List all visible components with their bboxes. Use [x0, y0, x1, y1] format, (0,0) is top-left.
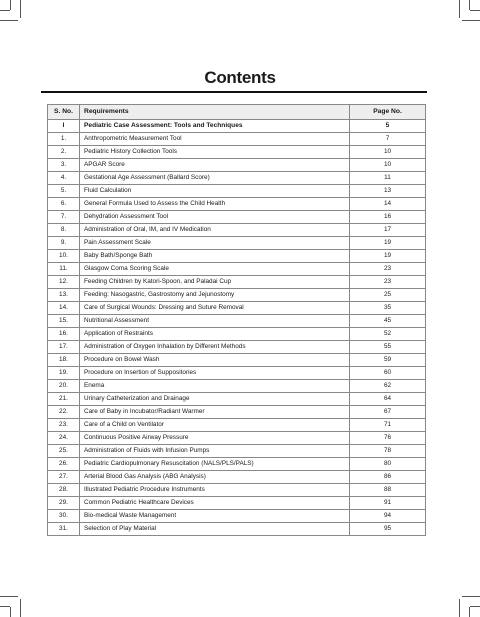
crop-mark	[10, 607, 11, 617]
entry-title: Gestational Age Assessment (Ballard Score)	[80, 171, 350, 184]
crop-mark	[469, 607, 470, 617]
table-row	[48, 275, 426, 288]
entry-page: 71	[350, 418, 426, 431]
crop-mark	[469, 0, 470, 10]
entry-number: 26.	[48, 457, 80, 470]
entry-title: Arterial Blood Gas Analysis (ABG Analysis)	[80, 470, 350, 483]
entry-number: 22.	[48, 405, 80, 418]
entry-page: 55	[350, 340, 426, 353]
entry-title: Pediatric Cardiopulmonary Resuscitation (NALS/PLS/PALS)	[80, 457, 350, 470]
entry-number: 6.	[48, 197, 80, 210]
entry-number: 29.	[48, 496, 80, 509]
crop-mark	[0, 20, 18, 21]
table-row	[48, 431, 426, 444]
table-row	[48, 132, 426, 145]
crop-mark	[10, 0, 11, 10]
entry-number: 12.	[48, 275, 80, 288]
entry-page: 19	[350, 249, 426, 262]
entry-number: 24.	[48, 431, 80, 444]
entry-title: Administration of Fluids with Infusion Pumps	[80, 444, 350, 457]
entry-number: 3.	[48, 158, 80, 171]
entry-number: 31.	[48, 522, 80, 535]
crop-mark	[470, 606, 480, 607]
crop-mark	[0, 10, 10, 11]
entry-title: Procedure on Insertion of Suppositories	[80, 366, 350, 379]
entry-number: 1.	[48, 132, 80, 145]
entry-title: Baby Bath/Sponge Bath	[80, 249, 350, 262]
entry-title: Administration of Oral, IM, and IV Medication	[80, 223, 350, 236]
entry-title: Common Pediatric Healthcare Devices	[80, 496, 350, 509]
crop-mark	[0, 596, 18, 597]
entry-page: 23	[350, 262, 426, 275]
entry-number: 17.	[48, 340, 80, 353]
table-row	[48, 392, 426, 405]
entry-page: 17	[350, 223, 426, 236]
section-page: 5	[350, 119, 426, 132]
crop-mark	[0, 606, 10, 607]
section-number: I	[48, 119, 80, 132]
table-row	[48, 496, 426, 509]
entry-number: 27.	[48, 470, 80, 483]
table-row	[48, 301, 426, 314]
entry-title: Care of Surgical Wounds: Dressing and Suture Removal	[80, 301, 350, 314]
entry-title: Anthropometric Measurement Tool	[80, 132, 350, 145]
entry-title: Dehydration Assessment Tool	[80, 210, 350, 223]
table-header-row	[48, 105, 426, 120]
entry-title: Enema	[80, 379, 350, 392]
entry-number: 14.	[48, 301, 80, 314]
entry-number: 7.	[48, 210, 80, 223]
entry-title: Feeding Children by Katori-Spoon, and Paladai Cup	[80, 275, 350, 288]
table-row	[48, 314, 426, 327]
contents-table	[47, 104, 426, 536]
entry-number: 20.	[48, 379, 80, 392]
entry-page: 60	[350, 366, 426, 379]
table-row	[48, 457, 426, 470]
table-row	[48, 223, 426, 236]
crop-mark	[20, 599, 21, 617]
entry-title: Fluid Calculation	[80, 184, 350, 197]
entry-page: 78	[350, 444, 426, 457]
table-row	[48, 197, 426, 210]
entry-title: Procedure on Bowel Wash	[80, 353, 350, 366]
entry-page: 10	[350, 145, 426, 158]
header-sno: S. No.	[48, 105, 80, 120]
entry-number: 16.	[48, 327, 80, 340]
table-row	[48, 184, 426, 197]
entry-number: 13.	[48, 288, 80, 301]
entry-number: 30.	[48, 509, 80, 522]
entry-number: 10.	[48, 249, 80, 262]
table-row	[48, 366, 426, 379]
entry-number: 15.	[48, 314, 80, 327]
entry-title: Continuous Positive Airway Pressure	[80, 431, 350, 444]
entry-page: 67	[350, 405, 426, 418]
table-row	[48, 405, 426, 418]
entry-page: 35	[350, 301, 426, 314]
entry-title: General Formula Used to Assess the Child Health	[80, 197, 350, 210]
entry-number: 4.	[48, 171, 80, 184]
entry-title: Bio-medical Waste Management	[80, 509, 350, 522]
entry-title: Nutritional Assessment	[80, 314, 350, 327]
entry-title: Glasgow Coma Scoring Scale	[80, 262, 350, 275]
entry-page: 13	[350, 184, 426, 197]
table-row	[48, 327, 426, 340]
entry-page: 19	[350, 236, 426, 249]
entry-number: 21.	[48, 392, 80, 405]
crop-mark	[462, 596, 480, 597]
table-row	[48, 418, 426, 431]
entry-number: 18.	[48, 353, 80, 366]
entry-page: 80	[350, 457, 426, 470]
table-row	[48, 262, 426, 275]
entry-page: 91	[350, 496, 426, 509]
entry-number: 8.	[48, 223, 80, 236]
entry-page: 52	[350, 327, 426, 340]
header-page: Page No.	[350, 105, 426, 120]
table-row	[48, 522, 426, 535]
entry-page: 16	[350, 210, 426, 223]
header-requirements: Requirements	[80, 105, 350, 120]
entry-page: 45	[350, 314, 426, 327]
entry-page: 23	[350, 275, 426, 288]
entry-number: 2.	[48, 145, 80, 158]
entry-number: 28.	[48, 483, 80, 496]
crop-mark	[20, 0, 21, 18]
entry-number: 11.	[48, 262, 80, 275]
table-row	[48, 171, 426, 184]
entry-title: Pediatric History Collection Tools	[80, 145, 350, 158]
entry-page: 14	[350, 197, 426, 210]
table-row	[48, 470, 426, 483]
entry-title: Care of Baby in Incubator/Radiant Warmer	[80, 405, 350, 418]
table-row	[48, 210, 426, 223]
table-row	[48, 379, 426, 392]
table-row	[48, 236, 426, 249]
crop-mark	[470, 10, 480, 11]
entry-page: 10	[350, 158, 426, 171]
table-row	[48, 249, 426, 262]
entry-title: Pain Assessment Scale	[80, 236, 350, 249]
table-row	[48, 158, 426, 171]
table-row	[48, 288, 426, 301]
crop-mark	[459, 599, 460, 617]
page-title: Contents	[204, 68, 276, 87]
table-row	[48, 353, 426, 366]
entry-number: 25.	[48, 444, 80, 457]
table-row	[48, 483, 426, 496]
entry-page: 95	[350, 522, 426, 535]
entry-page: 62	[350, 379, 426, 392]
title-rule	[41, 91, 427, 93]
entry-title: Urinary Catheterization and Drainage	[80, 392, 350, 405]
entry-title: Feeding: Nasogastric, Gastrostomy and Jejunostomy	[80, 288, 350, 301]
entry-page: 94	[350, 509, 426, 522]
table-row	[48, 145, 426, 158]
entry-title: Selection of Play Material	[80, 522, 350, 535]
table-row	[48, 444, 426, 457]
entry-title: Application of Restraints	[80, 327, 350, 340]
entry-number: 5.	[48, 184, 80, 197]
entry-page: 25	[350, 288, 426, 301]
entry-page: 64	[350, 392, 426, 405]
entry-page: 59	[350, 353, 426, 366]
entry-number: 19.	[48, 366, 80, 379]
entry-page: 86	[350, 470, 426, 483]
crop-mark	[459, 0, 460, 18]
entry-page: 88	[350, 483, 426, 496]
entry-title: Illustrated Pediatric Procedure Instruments	[80, 483, 350, 496]
entry-number: 9.	[48, 236, 80, 249]
entry-page: 11	[350, 171, 426, 184]
entry-page: 7	[350, 132, 426, 145]
entry-title: APGAR Score	[80, 158, 350, 171]
section-row	[48, 119, 426, 132]
entry-number: 23.	[48, 418, 80, 431]
entry-title: Care of a Child on Ventilator	[80, 418, 350, 431]
entry-title: Administration of Oxygen Inhalation by Different Methods	[80, 340, 350, 353]
entry-page: 76	[350, 431, 426, 444]
table-row	[48, 509, 426, 522]
section-title: Pediatric Case Assessment: Tools and Techniques	[80, 119, 350, 132]
table-row	[48, 340, 426, 353]
crop-mark	[462, 20, 480, 21]
